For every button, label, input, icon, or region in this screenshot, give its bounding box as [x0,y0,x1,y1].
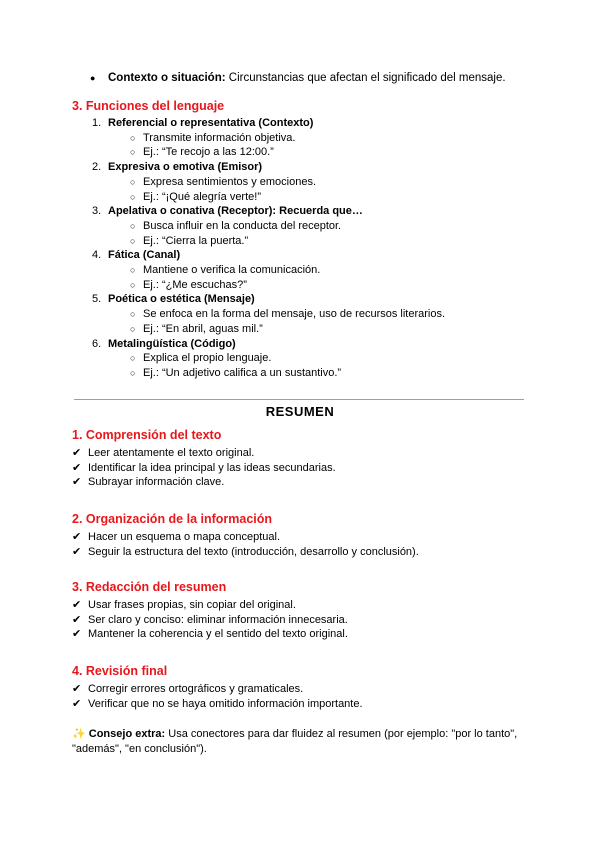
check-icon: ✔ [72,531,82,543]
checklist-text: Usar frases propias, sin copiar del original. [88,599,296,611]
circle-bullet-icon: ○ [130,191,136,202]
function-example: Ej.: “Te recojo a las 12:00.” [143,146,274,159]
checklist-item [72,697,532,712]
check-icon: ✔ [72,613,82,626]
resumen-title: RESUMEN [265,404,335,419]
checklist-item [72,530,532,545]
function-item [92,292,532,336]
horizontal-divider [74,399,524,400]
function-detail: Se enfoca en la forma del mensaje, uso de recursos literarios. [143,308,446,321]
checklist-text: Hacer un esquema o mapa conceptual. [88,531,281,543]
checklist-comprension [72,446,532,490]
function-item [92,248,532,292]
context-label: Contexto o situación: [108,72,226,84]
checklist-revision [72,682,532,711]
check-icon: ✔ [72,683,82,695]
checklist-text: Seguir la estructura del texto (introducción, desarrollo y conclusión). [88,545,419,558]
check-icon: ✔ [72,447,82,459]
circle-bullet-icon: ○ [130,147,136,158]
checklist-text: Ser claro y conciso: eliminar información innecesaria. [88,613,348,626]
function-example: Ej.: “¡Qué alegría verte!” [143,190,261,203]
circle-bullet-icon: ○ [130,353,136,364]
function-item [92,337,532,381]
checklist-text: Verificar que no se haya omitido información importante. [88,697,363,710]
function-example: Ej.: “¿Me escuchas?” [143,278,247,291]
function-title: Metalingüística (Código) [108,337,236,350]
context-bullet-line [90,70,506,86]
checklist-item [72,475,532,490]
context-text [108,70,506,86]
checklist-item [72,627,532,642]
function-title: Fática (Canal) [108,249,181,262]
functions-list [92,116,532,381]
circle-bullet-icon: ○ [130,323,136,334]
checklist-item [72,545,532,560]
circle-bullet-icon: ○ [130,132,136,143]
tip-label: Consejo extra: [88,728,166,740]
check-icon: ✔ [72,476,82,489]
circle-bullet-icon: ○ [130,367,136,378]
circle-bullet-icon: ○ [130,176,136,187]
check-icon: ✔ [72,697,82,710]
extra-tip [72,727,532,757]
function-item [92,204,532,248]
function-title: Referencial o representativa (Contexto) [108,117,314,129]
bullet-dot: ● [90,73,96,83]
function-title: Poética o estética (Mensaje) [108,293,255,306]
check-icon: ✔ [72,628,82,641]
section-heading-comprension: 1. Comprensión del texto [72,428,222,442]
function-number: 3. [92,205,102,218]
tip-text: Usa conectores para dar fluidez al resumen (por ejemplo: "por lo tanto", "además", "en conclusión"). [72,728,518,755]
functions-heading: 3. Funciones del lenguaje [72,99,225,113]
check-icon: ✔ [72,461,82,474]
checklist-item [72,613,532,628]
context-description: Circunstancias que afectan el significado del mensaje. [225,72,506,84]
function-number: 2. [92,161,102,174]
function-item [92,160,532,204]
function-number: 6. [92,337,102,350]
function-detail: Explica el propio lenguaje. [143,352,272,365]
function-example: Ej.: “Un adjetivo califica a un sustantivo.” [143,366,342,379]
function-example: Ej.: “En abril, aguas mil.” [143,322,263,335]
checklist-item [72,682,532,697]
circle-bullet-icon: ○ [130,220,136,231]
section-heading-redaccion: 3. Redacción del resumen [72,580,227,594]
checklist-item [72,461,532,476]
function-detail: Busca influir en la conducta del receptor. [143,219,342,232]
sparkles-icon: ✨ [72,728,86,740]
function-detail: Mantiene o verifica la comunicación. [143,264,321,277]
function-number: 1. [92,117,102,129]
function-title: Expresiva o emotiva (Emisor) [108,161,263,174]
circle-bullet-icon: ○ [130,235,136,246]
function-item [92,116,532,160]
checklist-organizacion [72,530,532,559]
function-number: 5. [92,293,102,306]
function-detail: Transmite información objetiva. [143,131,296,144]
checklist-text: Mantener la coherencia y el sentido del texto original. [88,628,348,641]
checklist-text: Subrayar información clave. [88,476,225,489]
check-icon: ✔ [72,545,82,558]
checklist-item [72,598,532,613]
checklist-text: Identificar la idea principal y las ideas secundarias. [88,461,336,474]
circle-bullet-icon: ○ [130,265,136,276]
checklist-item [72,446,532,461]
circle-bullet-icon: ○ [130,309,136,320]
function-example: Ej.: “Cierra la puerta.” [143,234,249,247]
section-heading-organizacion: 2. Organización de la información [72,512,273,526]
function-number: 4. [92,249,102,262]
circle-bullet-icon: ○ [130,279,136,290]
function-detail: Expresa sentimientos y emociones. [143,175,317,188]
function-title: Apelativa o conativa (Receptor): Recuerda que… [108,205,363,218]
check-icon: ✔ [72,599,82,611]
section-heading-revision: 4. Revisión final [72,664,168,678]
checklist-text: Leer atentamente el texto original. [88,447,255,459]
checklist-text: Corregir errores ortográficos y gramaticales. [88,683,304,695]
checklist-redaccion [72,598,532,642]
